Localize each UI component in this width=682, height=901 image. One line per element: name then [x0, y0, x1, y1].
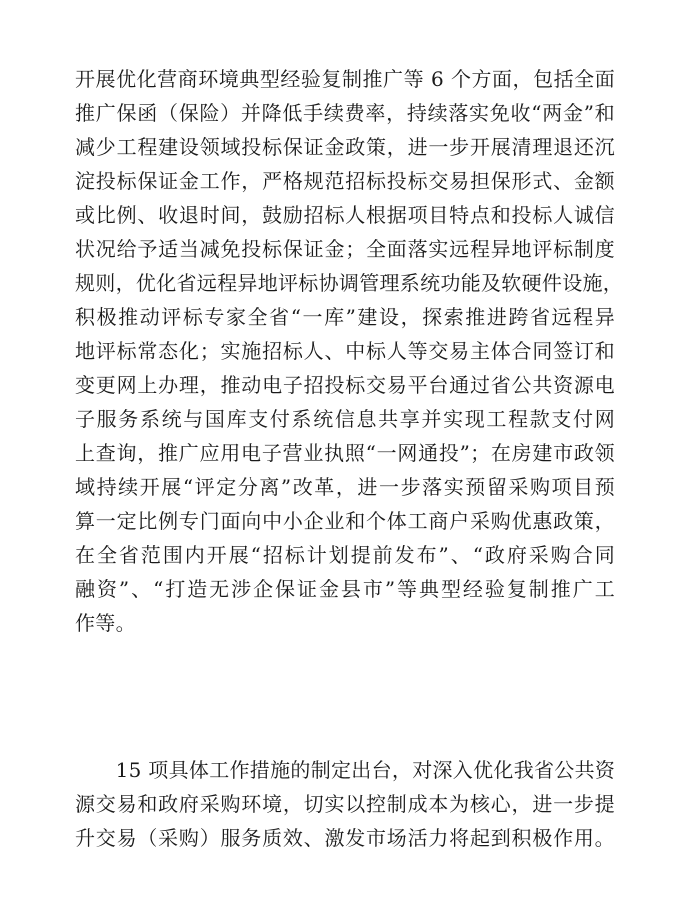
text-line: 作等。: [75, 611, 136, 635]
text-line: 上查询，推广应用电子营业执照“一网通投”；在房建市政领: [75, 441, 615, 465]
text-line: 规则，优化省远程异地评标协调管理系统功能及软硬件设施，: [75, 271, 624, 295]
text-line: 地评标常态化；实施招标人、中标人等交易主体合同签订和: [75, 339, 615, 363]
text-line: 淀投标保证金工作，严格规范招标投标交易担保形式、金额: [75, 169, 615, 193]
text-line: 推广保函（保险）并降低手续费率，持续落实免收“两金”和: [75, 101, 615, 125]
paragraph-conclusion: [75, 753, 615, 855]
text-line: 减少工程建设领域投标保证金政策，进一步开展清理退还沉: [75, 135, 615, 159]
text-line: 升交易（采购）服务质效、激发市场活力将起到积极作用。: [75, 826, 615, 850]
text-line: 子服务系统与国库支付系统信息共享并实现工程款支付网: [75, 407, 615, 431]
text-line: 开展优化营商环境典型经验复制推广等 6 个方面，包括全面: [75, 67, 615, 91]
text-line: 积极推动评标专家全省“一库”建设，探索推进跨省远程异: [75, 305, 615, 329]
text-line: 域持续开展“评定分离”改革，进一步落实预留采购项目预: [75, 475, 615, 499]
text-line: 15 项具体工作措施的制定出台，对深入优化我省公共资: [75, 758, 616, 782]
text-line: 源交易和政府采购环境，切实以控制成本为核心，进一步提: [75, 792, 615, 816]
text-line: 融资”、“打造无涉企保证金县市”等典型经验复制推广工: [75, 577, 615, 601]
text-line: 在全省范围内开展“招标计划提前发布”、“政府采购合同: [75, 543, 615, 567]
text-line: 算一定比例专门面向中小企业和个体工商户采购优惠政策，: [75, 509, 615, 533]
text-line: 变更网上办理，推动电子招投标交易平台通过省公共资源电: [75, 373, 615, 397]
paragraph-measures-summary: [75, 62, 624, 640]
text-line: 状况给予适当减免投标保证金；全面落实远程异地评标制度: [75, 237, 615, 261]
text-line: 或比例、收退时间，鼓励招标人根据项目特点和投标人诚信: [75, 203, 615, 227]
